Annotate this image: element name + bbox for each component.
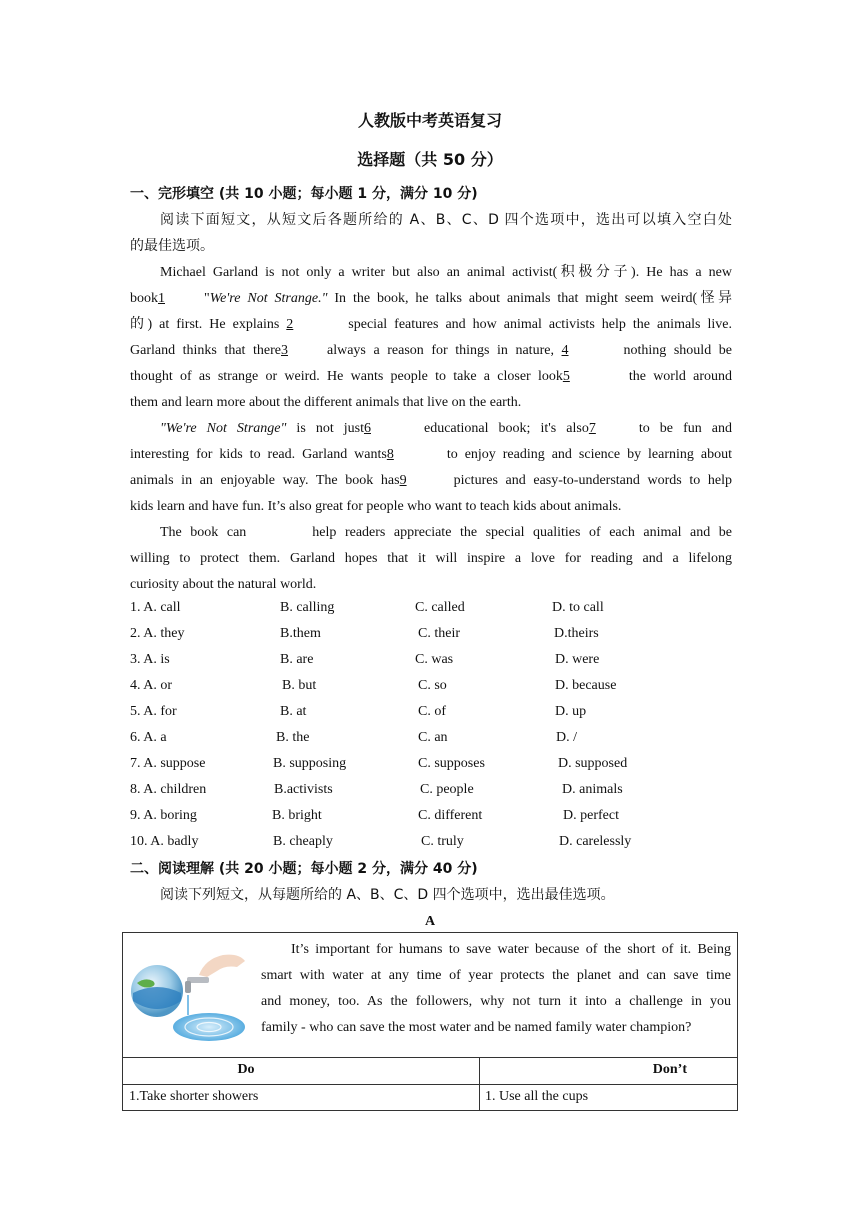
section2-heading: 二、阅读理解 (共 20 小题；每小题 2 分，满分 40 分) xyxy=(130,861,478,877)
blank-5: 5 xyxy=(562,369,570,384)
blank-9: 9 xyxy=(399,473,407,488)
intro-line: family - who can save the most water and be named family water champion? xyxy=(261,1020,692,1035)
intro-paragraph xyxy=(261,937,731,1041)
blank-10 xyxy=(246,520,312,546)
table-cell-dont: 1. Use all the cups xyxy=(485,1089,589,1104)
section1-instruction-1: 阅读下面短文，从短文后各题所给的 A、B、C、D 四个选项中，选出可以填入空白处 xyxy=(160,212,732,228)
passage-line: "We're Not Strange" is not just6 educational book; it's also7 to be fun and xyxy=(160,416,732,442)
question-5-options: 5. A. for B. at C. of D. up xyxy=(130,704,587,719)
passage-line: interesting for kids to read. Garland wants8 to enjoy reading and science by learning about xyxy=(130,442,732,468)
passage-line: kids learn and have fun. It’s also great for people who want to teach kids about animals. xyxy=(130,499,622,514)
question-10-options: 10. A. badly B. cheaply C. truly D. carelessly xyxy=(130,834,632,849)
passage-line: curiosity about the natural world. xyxy=(130,577,317,592)
document-title: 人教版中考英语复习 xyxy=(357,111,502,130)
question-2-options: 2. A. they B.them C. their D.theirs xyxy=(130,626,599,641)
question-6-options: 6. A. a B. the C. an D. / xyxy=(130,730,577,745)
blank-1: 1 xyxy=(158,291,165,306)
document-subtitle: 选择题（共 50 分） xyxy=(357,150,503,169)
intro-row xyxy=(123,933,737,1058)
passage-line: them and learn more about the different animals that live on the earth. xyxy=(130,395,522,410)
table-row xyxy=(123,1084,737,1110)
blank-7: 7 xyxy=(588,421,596,436)
passage-line: book1 "We're Not Strange." In the book, he talks about animals that might seem weird(怪异 xyxy=(130,286,732,312)
passage-line: The book can help readers appreciate the special qualities of each animal and be xyxy=(160,520,732,546)
intro-line: smart with water at any time of year protects the planet and can save time xyxy=(261,968,731,983)
passage-a-label: A xyxy=(424,914,436,929)
blank-6: 6 xyxy=(363,421,371,436)
table-cell-do: 1.Take shorter showers xyxy=(129,1089,259,1104)
column-divider xyxy=(479,1057,480,1110)
passage-line: animals in an enjoyable way. The book has9 pictures and easy-to-understand words to help xyxy=(130,468,732,494)
intro-line: and money, too. As the followers, why not turn it into a challenge in you xyxy=(261,994,731,1009)
passage-line: willing to protect them. Garland hopes that it will inspire a love for reading and a lifelong xyxy=(130,551,732,566)
column-header-dont: Don’t xyxy=(652,1062,687,1077)
question-3-options: 3. A. is B. are C. was D. were xyxy=(130,652,600,667)
passage-line: thought of as strange or weird. He wants people to take a closer look5 the world around xyxy=(130,364,732,390)
blank-8: 8 xyxy=(386,447,394,462)
column-header-do: Do xyxy=(237,1062,255,1077)
question-9-options: 9. A. boring B. bright C. different D. perfect xyxy=(130,808,619,823)
blank-3: 3 xyxy=(281,343,288,358)
water-globe-illustration xyxy=(127,941,251,1053)
water-saving-table xyxy=(122,932,738,1111)
blank-2: 2 xyxy=(286,317,294,332)
passage-line: 的) at first. He explains 2 special features and how animal activists help the animals live. xyxy=(130,312,732,338)
section1-heading: 一、完形填空 (共 10 小题；每小题 1 分，满分 10 分) xyxy=(130,186,478,202)
passage-line: Michael Garland is not only a writer but also an animal activist(积极分子). He has a new xyxy=(160,265,732,280)
question-1-options: 1. A. call B. calling C. called D. to call xyxy=(130,600,604,615)
section1-instruction-2: 的最佳选项。 xyxy=(130,238,214,254)
water-globe-icon xyxy=(127,941,251,1053)
table-header-row xyxy=(123,1057,737,1085)
blank-4: 4 xyxy=(561,343,569,358)
question-8-options: 8. A. children B.activists C. people D. animals xyxy=(130,782,623,797)
passage-line: Garland thinks that there3 always a reason for things in nature, 4 nothing should be xyxy=(130,338,732,364)
section2-instruction: 阅读下列短文，从每题所给的 A、B、C、D 四个选项中，选出最佳选项。 xyxy=(160,887,615,903)
question-4-options: 4. A. or B. but C. so D. because xyxy=(130,678,617,693)
question-7-options: 7. A. suppose B. supposing C. supposes D. supposed xyxy=(130,756,628,771)
intro-line: It’s important for humans to save water because of the short of it. Being xyxy=(291,942,731,957)
